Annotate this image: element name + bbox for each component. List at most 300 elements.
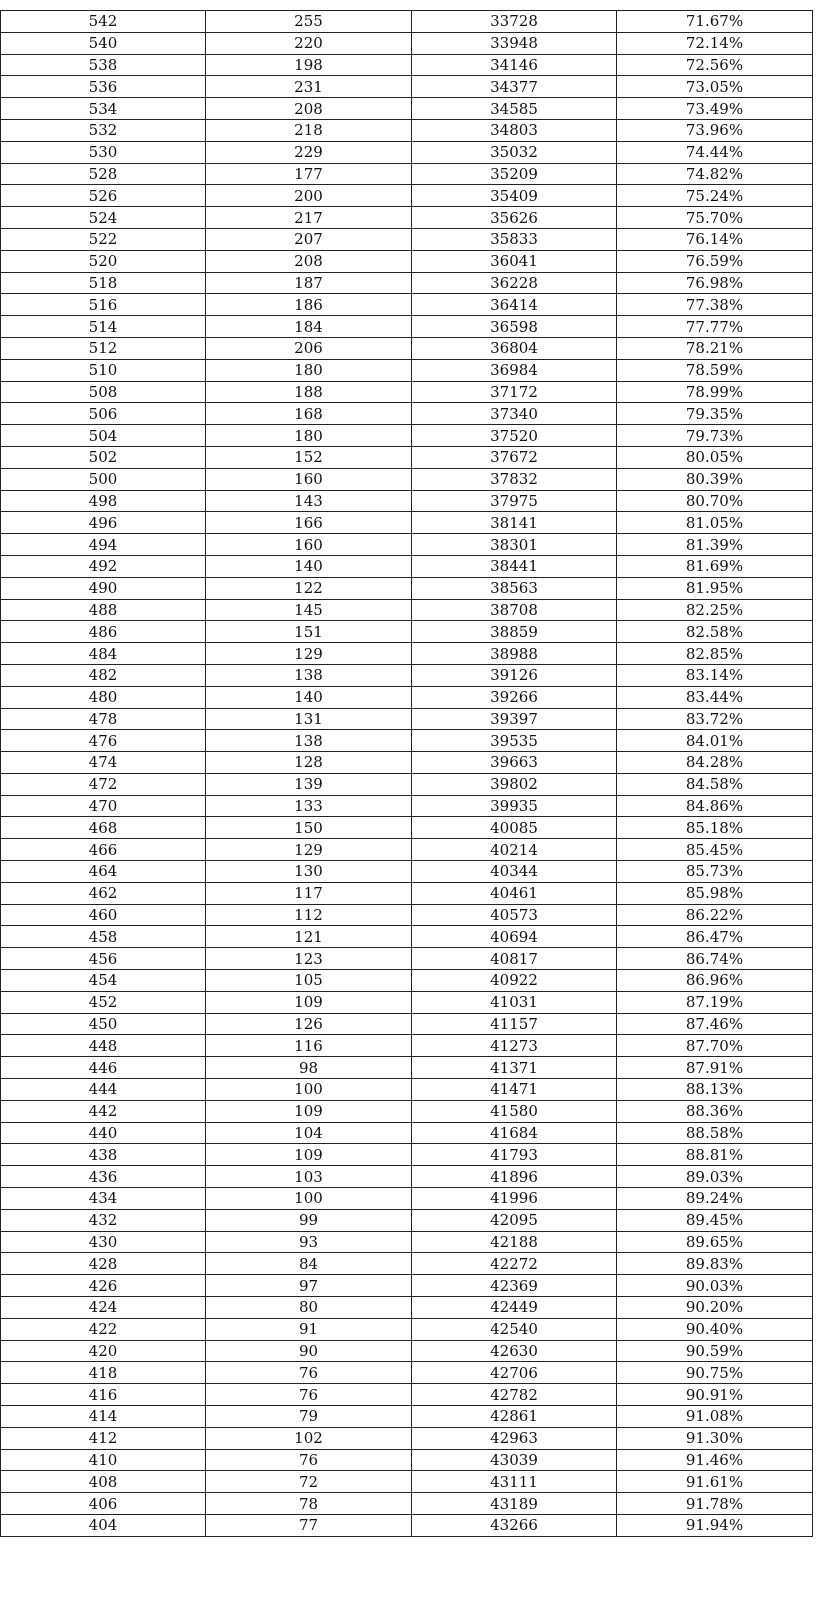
count-cell: 177 bbox=[206, 163, 412, 185]
score-cell: 460 bbox=[1, 904, 206, 926]
cumulative-percent-cell: 90.59% bbox=[617, 1340, 813, 1362]
cumulative-percent-cell: 88.58% bbox=[617, 1122, 813, 1144]
cumulative-percent-cell: 75.70% bbox=[617, 207, 813, 229]
cumulative-count-cell: 37672 bbox=[412, 446, 617, 468]
cumulative-percent-cell: 73.96% bbox=[617, 119, 813, 141]
cumulative-count-cell: 35032 bbox=[412, 141, 617, 163]
cumulative-percent-cell: 88.13% bbox=[617, 1079, 813, 1101]
score-cell: 524 bbox=[1, 207, 206, 229]
table-row bbox=[1, 1318, 813, 1340]
cumulative-percent-cell: 85.98% bbox=[617, 882, 813, 904]
table-row bbox=[1, 1340, 813, 1362]
table-row bbox=[1, 1275, 813, 1297]
cumulative-percent-cell: 77.77% bbox=[617, 316, 813, 338]
cumulative-count-cell: 42706 bbox=[412, 1362, 617, 1384]
cumulative-count-cell: 42272 bbox=[412, 1253, 617, 1275]
score-cell: 478 bbox=[1, 708, 206, 730]
count-cell: 166 bbox=[206, 512, 412, 534]
cumulative-percent-cell: 74.44% bbox=[617, 141, 813, 163]
count-cell: 140 bbox=[206, 686, 412, 708]
score-cell: 486 bbox=[1, 621, 206, 643]
table-row bbox=[1, 882, 813, 904]
count-cell: 93 bbox=[206, 1231, 412, 1253]
cumulative-percent-cell: 76.59% bbox=[617, 250, 813, 272]
cumulative-percent-cell: 87.70% bbox=[617, 1035, 813, 1057]
score-cell: 412 bbox=[1, 1427, 206, 1449]
table-row bbox=[1, 272, 813, 294]
cumulative-count-cell: 40344 bbox=[412, 861, 617, 883]
score-cell: 516 bbox=[1, 294, 206, 316]
count-cell: 109 bbox=[206, 1144, 412, 1166]
table-row bbox=[1, 861, 813, 883]
table-row bbox=[1, 839, 813, 861]
count-cell: 78 bbox=[206, 1493, 412, 1515]
cumulative-count-cell: 40922 bbox=[412, 970, 617, 992]
score-cell: 534 bbox=[1, 98, 206, 120]
count-cell: 116 bbox=[206, 1035, 412, 1057]
cumulative-count-cell: 40694 bbox=[412, 926, 617, 948]
cumulative-percent-cell: 91.78% bbox=[617, 1493, 813, 1515]
score-cell: 416 bbox=[1, 1384, 206, 1406]
cumulative-count-cell: 36804 bbox=[412, 337, 617, 359]
cumulative-percent-cell: 75.24% bbox=[617, 185, 813, 207]
score-cell: 508 bbox=[1, 381, 206, 403]
table-row bbox=[1, 446, 813, 468]
cumulative-percent-cell: 78.59% bbox=[617, 359, 813, 381]
table-row bbox=[1, 1514, 813, 1536]
cumulative-count-cell: 39935 bbox=[412, 795, 617, 817]
cumulative-percent-cell: 86.96% bbox=[617, 970, 813, 992]
table-row bbox=[1, 555, 813, 577]
cumulative-percent-cell: 89.45% bbox=[617, 1209, 813, 1231]
table-row bbox=[1, 512, 813, 534]
score-cell: 542 bbox=[1, 11, 206, 33]
cumulative-count-cell: 41793 bbox=[412, 1144, 617, 1166]
score-cell: 442 bbox=[1, 1100, 206, 1122]
count-cell: 231 bbox=[206, 76, 412, 98]
cumulative-count-cell: 35626 bbox=[412, 207, 617, 229]
table-row bbox=[1, 577, 813, 599]
table-row bbox=[1, 250, 813, 272]
count-cell: 130 bbox=[206, 861, 412, 883]
table-row bbox=[1, 534, 813, 556]
table-row bbox=[1, 76, 813, 98]
table-row bbox=[1, 1406, 813, 1428]
cumulative-percent-cell: 80.39% bbox=[617, 468, 813, 490]
cumulative-percent-cell: 90.40% bbox=[617, 1318, 813, 1340]
score-cell: 492 bbox=[1, 555, 206, 577]
score-cell: 422 bbox=[1, 1318, 206, 1340]
score-table-body bbox=[1, 11, 813, 1537]
count-cell: 150 bbox=[206, 817, 412, 839]
cumulative-percent-cell: 88.81% bbox=[617, 1144, 813, 1166]
table-row bbox=[1, 337, 813, 359]
table-row bbox=[1, 1166, 813, 1188]
score-cell: 474 bbox=[1, 752, 206, 774]
cumulative-percent-cell: 72.56% bbox=[617, 54, 813, 76]
score-cell: 450 bbox=[1, 1013, 206, 1035]
count-cell: 207 bbox=[206, 228, 412, 250]
table-row bbox=[1, 1253, 813, 1275]
cumulative-percent-cell: 91.46% bbox=[617, 1449, 813, 1471]
count-cell: 98 bbox=[206, 1057, 412, 1079]
cumulative-percent-cell: 83.72% bbox=[617, 708, 813, 730]
table-row bbox=[1, 664, 813, 686]
cumulative-percent-cell: 86.47% bbox=[617, 926, 813, 948]
table-row bbox=[1, 926, 813, 948]
cumulative-percent-cell: 91.08% bbox=[617, 1406, 813, 1428]
score-cell: 510 bbox=[1, 359, 206, 381]
table-row bbox=[1, 1188, 813, 1210]
table-row bbox=[1, 599, 813, 621]
cumulative-percent-cell: 83.44% bbox=[617, 686, 813, 708]
count-cell: 208 bbox=[206, 98, 412, 120]
cumulative-percent-cell: 82.85% bbox=[617, 643, 813, 665]
table-row bbox=[1, 185, 813, 207]
cumulative-count-cell: 34585 bbox=[412, 98, 617, 120]
cumulative-count-cell: 42449 bbox=[412, 1297, 617, 1319]
count-cell: 117 bbox=[206, 882, 412, 904]
score-cell: 482 bbox=[1, 664, 206, 686]
count-cell: 84 bbox=[206, 1253, 412, 1275]
count-cell: 112 bbox=[206, 904, 412, 926]
count-cell: 121 bbox=[206, 926, 412, 948]
cumulative-count-cell: 38301 bbox=[412, 534, 617, 556]
cumulative-percent-cell: 76.14% bbox=[617, 228, 813, 250]
table-row bbox=[1, 425, 813, 447]
table-row bbox=[1, 98, 813, 120]
cumulative-percent-cell: 80.05% bbox=[617, 446, 813, 468]
count-cell: 129 bbox=[206, 839, 412, 861]
table-row bbox=[1, 752, 813, 774]
cumulative-count-cell: 36414 bbox=[412, 294, 617, 316]
cumulative-percent-cell: 81.39% bbox=[617, 534, 813, 556]
table-row bbox=[1, 1493, 813, 1515]
score-cell: 468 bbox=[1, 817, 206, 839]
cumulative-count-cell: 33728 bbox=[412, 11, 617, 33]
cumulative-count-cell: 41157 bbox=[412, 1013, 617, 1035]
table-row bbox=[1, 773, 813, 795]
cumulative-percent-cell: 87.46% bbox=[617, 1013, 813, 1035]
cumulative-count-cell: 37172 bbox=[412, 381, 617, 403]
cumulative-count-cell: 41684 bbox=[412, 1122, 617, 1144]
cumulative-count-cell: 43266 bbox=[412, 1514, 617, 1536]
cumulative-percent-cell: 89.03% bbox=[617, 1166, 813, 1188]
table-row bbox=[1, 1427, 813, 1449]
count-cell: 138 bbox=[206, 730, 412, 752]
count-cell: 208 bbox=[206, 250, 412, 272]
score-cell: 454 bbox=[1, 970, 206, 992]
table-row bbox=[1, 1231, 813, 1253]
count-cell: 109 bbox=[206, 991, 412, 1013]
count-cell: 90 bbox=[206, 1340, 412, 1362]
cumulative-percent-cell: 86.22% bbox=[617, 904, 813, 926]
cumulative-count-cell: 39535 bbox=[412, 730, 617, 752]
score-cell: 506 bbox=[1, 403, 206, 425]
score-distribution-table bbox=[0, 10, 813, 1537]
table-row bbox=[1, 1384, 813, 1406]
count-cell: 123 bbox=[206, 948, 412, 970]
cumulative-count-cell: 35833 bbox=[412, 228, 617, 250]
cumulative-count-cell: 41371 bbox=[412, 1057, 617, 1079]
table-row bbox=[1, 1297, 813, 1319]
count-cell: 187 bbox=[206, 272, 412, 294]
cumulative-count-cell: 40817 bbox=[412, 948, 617, 970]
cumulative-percent-cell: 79.73% bbox=[617, 425, 813, 447]
table-row bbox=[1, 1362, 813, 1384]
cumulative-percent-cell: 85.73% bbox=[617, 861, 813, 883]
cumulative-percent-cell: 90.75% bbox=[617, 1362, 813, 1384]
cumulative-percent-cell: 78.21% bbox=[617, 337, 813, 359]
table-row bbox=[1, 817, 813, 839]
table-row bbox=[1, 1057, 813, 1079]
table-row bbox=[1, 11, 813, 33]
table-row bbox=[1, 468, 813, 490]
score-cell: 418 bbox=[1, 1362, 206, 1384]
table-row bbox=[1, 730, 813, 752]
cumulative-percent-cell: 91.30% bbox=[617, 1427, 813, 1449]
score-cell: 420 bbox=[1, 1340, 206, 1362]
cumulative-count-cell: 41896 bbox=[412, 1166, 617, 1188]
score-cell: 438 bbox=[1, 1144, 206, 1166]
cumulative-percent-cell: 81.95% bbox=[617, 577, 813, 599]
cumulative-percent-cell: 85.18% bbox=[617, 817, 813, 839]
score-cell: 504 bbox=[1, 425, 206, 447]
cumulative-count-cell: 42540 bbox=[412, 1318, 617, 1340]
cumulative-count-cell: 41580 bbox=[412, 1100, 617, 1122]
cumulative-percent-cell: 73.05% bbox=[617, 76, 813, 98]
cumulative-count-cell: 37975 bbox=[412, 490, 617, 512]
cumulative-percent-cell: 78.99% bbox=[617, 381, 813, 403]
cumulative-percent-cell: 76.98% bbox=[617, 272, 813, 294]
cumulative-percent-cell: 86.74% bbox=[617, 948, 813, 970]
cumulative-percent-cell: 74.82% bbox=[617, 163, 813, 185]
count-cell: 104 bbox=[206, 1122, 412, 1144]
cumulative-percent-cell: 84.86% bbox=[617, 795, 813, 817]
cumulative-percent-cell: 90.20% bbox=[617, 1297, 813, 1319]
table-row bbox=[1, 359, 813, 381]
score-cell: 480 bbox=[1, 686, 206, 708]
count-cell: 200 bbox=[206, 185, 412, 207]
cumulative-count-cell: 41996 bbox=[412, 1188, 617, 1210]
cumulative-percent-cell: 83.14% bbox=[617, 664, 813, 686]
score-cell: 440 bbox=[1, 1122, 206, 1144]
score-cell: 528 bbox=[1, 163, 206, 185]
score-cell: 464 bbox=[1, 861, 206, 883]
table-row bbox=[1, 621, 813, 643]
score-cell: 408 bbox=[1, 1471, 206, 1493]
cumulative-count-cell: 36228 bbox=[412, 272, 617, 294]
cumulative-percent-cell: 89.24% bbox=[617, 1188, 813, 1210]
cumulative-count-cell: 36041 bbox=[412, 250, 617, 272]
score-cell: 430 bbox=[1, 1231, 206, 1253]
count-cell: 184 bbox=[206, 316, 412, 338]
score-cell: 488 bbox=[1, 599, 206, 621]
table-row bbox=[1, 1449, 813, 1471]
count-cell: 129 bbox=[206, 643, 412, 665]
count-cell: 91 bbox=[206, 1318, 412, 1340]
score-cell: 458 bbox=[1, 926, 206, 948]
count-cell: 198 bbox=[206, 54, 412, 76]
count-cell: 133 bbox=[206, 795, 412, 817]
table-row bbox=[1, 970, 813, 992]
score-cell: 532 bbox=[1, 119, 206, 141]
score-cell: 526 bbox=[1, 185, 206, 207]
table-row bbox=[1, 708, 813, 730]
score-cell: 434 bbox=[1, 1188, 206, 1210]
score-cell: 424 bbox=[1, 1297, 206, 1319]
score-cell: 428 bbox=[1, 1253, 206, 1275]
count-cell: 218 bbox=[206, 119, 412, 141]
cumulative-percent-cell: 77.38% bbox=[617, 294, 813, 316]
cumulative-percent-cell: 88.36% bbox=[617, 1100, 813, 1122]
table-row bbox=[1, 1471, 813, 1493]
table-row bbox=[1, 1100, 813, 1122]
cumulative-percent-cell: 73.49% bbox=[617, 98, 813, 120]
count-cell: 76 bbox=[206, 1449, 412, 1471]
score-cell: 512 bbox=[1, 337, 206, 359]
score-cell: 446 bbox=[1, 1057, 206, 1079]
cumulative-count-cell: 37520 bbox=[412, 425, 617, 447]
count-cell: 138 bbox=[206, 664, 412, 686]
cumulative-count-cell: 43189 bbox=[412, 1493, 617, 1515]
table-row bbox=[1, 1122, 813, 1144]
cumulative-count-cell: 42095 bbox=[412, 1209, 617, 1231]
cumulative-percent-cell: 90.03% bbox=[617, 1275, 813, 1297]
cumulative-percent-cell: 89.65% bbox=[617, 1231, 813, 1253]
table-row bbox=[1, 316, 813, 338]
cumulative-count-cell: 43111 bbox=[412, 1471, 617, 1493]
cumulative-count-cell: 37340 bbox=[412, 403, 617, 425]
cumulative-count-cell: 39397 bbox=[412, 708, 617, 730]
cumulative-count-cell: 40573 bbox=[412, 904, 617, 926]
cumulative-count-cell: 42782 bbox=[412, 1384, 617, 1406]
score-cell: 530 bbox=[1, 141, 206, 163]
cumulative-percent-cell: 90.91% bbox=[617, 1384, 813, 1406]
score-cell: 540 bbox=[1, 32, 206, 54]
table-row bbox=[1, 1144, 813, 1166]
count-cell: 140 bbox=[206, 555, 412, 577]
table-row bbox=[1, 991, 813, 1013]
score-cell: 444 bbox=[1, 1079, 206, 1101]
count-cell: 186 bbox=[206, 294, 412, 316]
count-cell: 180 bbox=[206, 425, 412, 447]
cumulative-count-cell: 42630 bbox=[412, 1340, 617, 1362]
cumulative-percent-cell: 80.70% bbox=[617, 490, 813, 512]
cumulative-count-cell: 38859 bbox=[412, 621, 617, 643]
cumulative-count-cell: 34803 bbox=[412, 119, 617, 141]
cumulative-count-cell: 33948 bbox=[412, 32, 617, 54]
score-cell: 498 bbox=[1, 490, 206, 512]
score-cell: 494 bbox=[1, 534, 206, 556]
count-cell: 217 bbox=[206, 207, 412, 229]
cumulative-count-cell: 42861 bbox=[412, 1406, 617, 1428]
count-cell: 80 bbox=[206, 1297, 412, 1319]
cumulative-count-cell: 39126 bbox=[412, 664, 617, 686]
score-cell: 520 bbox=[1, 250, 206, 272]
cumulative-count-cell: 42188 bbox=[412, 1231, 617, 1253]
score-cell: 484 bbox=[1, 643, 206, 665]
count-cell: 145 bbox=[206, 599, 412, 621]
score-cell: 410 bbox=[1, 1449, 206, 1471]
score-cell: 436 bbox=[1, 1166, 206, 1188]
count-cell: 76 bbox=[206, 1384, 412, 1406]
count-cell: 100 bbox=[206, 1079, 412, 1101]
table-row bbox=[1, 795, 813, 817]
count-cell: 99 bbox=[206, 1209, 412, 1231]
table-row bbox=[1, 904, 813, 926]
score-cell: 476 bbox=[1, 730, 206, 752]
count-cell: 72 bbox=[206, 1471, 412, 1493]
score-cell: 536 bbox=[1, 76, 206, 98]
count-cell: 97 bbox=[206, 1275, 412, 1297]
cumulative-percent-cell: 82.25% bbox=[617, 599, 813, 621]
table-row bbox=[1, 381, 813, 403]
score-cell: 538 bbox=[1, 54, 206, 76]
table-row bbox=[1, 1209, 813, 1231]
score-cell: 448 bbox=[1, 1035, 206, 1057]
cumulative-percent-cell: 81.69% bbox=[617, 555, 813, 577]
cumulative-percent-cell: 89.83% bbox=[617, 1253, 813, 1275]
count-cell: 188 bbox=[206, 381, 412, 403]
score-cell: 522 bbox=[1, 228, 206, 250]
cumulative-percent-cell: 71.67% bbox=[617, 11, 813, 33]
cumulative-count-cell: 40461 bbox=[412, 882, 617, 904]
cumulative-count-cell: 42963 bbox=[412, 1427, 617, 1449]
score-cell: 432 bbox=[1, 1209, 206, 1231]
table-row bbox=[1, 686, 813, 708]
cumulative-count-cell: 42369 bbox=[412, 1275, 617, 1297]
cumulative-percent-cell: 81.05% bbox=[617, 512, 813, 534]
score-cell: 462 bbox=[1, 882, 206, 904]
table-row bbox=[1, 228, 813, 250]
cumulative-count-cell: 43039 bbox=[412, 1449, 617, 1471]
cumulative-count-cell: 41273 bbox=[412, 1035, 617, 1057]
cumulative-count-cell: 37832 bbox=[412, 468, 617, 490]
count-cell: 102 bbox=[206, 1427, 412, 1449]
cumulative-count-cell: 38988 bbox=[412, 643, 617, 665]
cumulative-count-cell: 35409 bbox=[412, 185, 617, 207]
table-row bbox=[1, 1013, 813, 1035]
cumulative-count-cell: 39802 bbox=[412, 773, 617, 795]
table-row bbox=[1, 54, 813, 76]
score-cell: 470 bbox=[1, 795, 206, 817]
cumulative-percent-cell: 79.35% bbox=[617, 403, 813, 425]
count-cell: 151 bbox=[206, 621, 412, 643]
cumulative-count-cell: 41471 bbox=[412, 1079, 617, 1101]
count-cell: 160 bbox=[206, 534, 412, 556]
score-cell: 466 bbox=[1, 839, 206, 861]
score-cell: 496 bbox=[1, 512, 206, 534]
count-cell: 100 bbox=[206, 1188, 412, 1210]
score-cell: 456 bbox=[1, 948, 206, 970]
score-cell: 502 bbox=[1, 446, 206, 468]
count-cell: 229 bbox=[206, 141, 412, 163]
count-cell: 168 bbox=[206, 403, 412, 425]
table-row bbox=[1, 141, 813, 163]
score-cell: 426 bbox=[1, 1275, 206, 1297]
score-cell: 452 bbox=[1, 991, 206, 1013]
count-cell: 126 bbox=[206, 1013, 412, 1035]
cumulative-count-cell: 38141 bbox=[412, 512, 617, 534]
cumulative-percent-cell: 91.61% bbox=[617, 1471, 813, 1493]
cumulative-percent-cell: 85.45% bbox=[617, 839, 813, 861]
cumulative-count-cell: 39266 bbox=[412, 686, 617, 708]
table-row bbox=[1, 294, 813, 316]
count-cell: 105 bbox=[206, 970, 412, 992]
cumulative-percent-cell: 87.91% bbox=[617, 1057, 813, 1079]
score-cell: 414 bbox=[1, 1406, 206, 1428]
